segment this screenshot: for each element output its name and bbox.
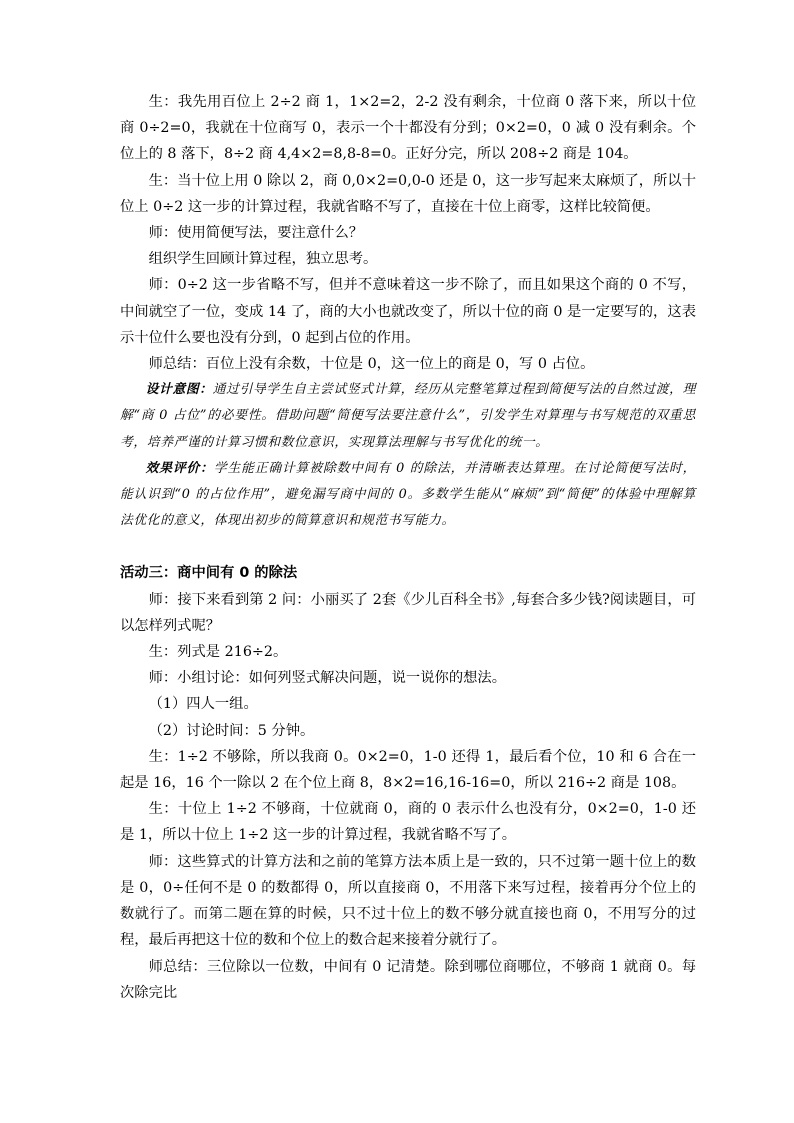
paragraph-student-solution-1: 生：1÷2 不够除，所以我商 0。0×2=0，1-0 还得 1，最后看个位，10 和 6 合在一起是 16，16 个一除以 2 在个位上商 8，8×2=16,16-16=0，所以 216÷2 商是 108。 xyxy=(120,748,696,792)
paragraph-student-explanation-1: 生：我先用百位上 2÷2 商 1，1×2=2，2-2 没有剩余，十位商 0 落下来，所以十位商 0÷2=0，我就在十位商写 0，表示一个十都没有分到；0×2=0，0 减 0 没有剩余。个位上的 8 落下，8÷2 商 4,4×2=8,8-8=0。正好分完，所以 208÷2 商是 104。 xyxy=(120,94,696,163)
section-heading: 活动三：商中间有 0 的除法 xyxy=(120,565,298,582)
paragraph-teacher-summary-1: 师总结：百位上没有余数，十位是 0，这一位上的商是 0，写 0 占位。 xyxy=(148,356,595,373)
paragraph-problem-question: 师：接下来看到第 2 问：小丽买了 2套《少儿百科全书》,每套合多少钱?阅读题目，可以怎样列式呢？ xyxy=(120,591,696,634)
paragraph-teacher-summary-2: 师总结：三位除以一位数，中间有 0 记清楚。除到哪位商哪位，不够商 1 就商 0。每次除完比 xyxy=(120,958,696,1001)
section-spacer xyxy=(120,534,696,560)
effect-evaluation-label: 效果评价： xyxy=(145,460,214,476)
design-intent-label: 设计意图： xyxy=(145,382,213,398)
design-intent-note xyxy=(120,377,696,456)
effect-evaluation-text: 学生能正确计算被除数中间有 0 的除法，并清晰表达算理。在讨论简便写法时，能认识到“0 的占位作用”，避免漏写商中间的 0。多数学生能从“麻烦”到“简便”的体验中理解算法优化的意义，体现出初步的简算意识和规范书写能力。 xyxy=(120,460,696,529)
paragraph-teacher-comparison: 师：这些算式的计算方法和之前的笔算方法本质上是一致的，只不过第一题十位上的数是 0，0÷任何不是 0 的数都得 0，所以直接商 0，不用落下来写过程，接着再分个位上的数就行了。而第二题在算的时候，只不过十位上的数不够分就直接也商 0，不用写分的过程，最后再把这十位的数和个位上的数合起来接着分就行了。 xyxy=(120,853,696,949)
paragraph-teacher-question: 师：使用简便写法，要注意什么？ xyxy=(148,225,364,242)
paragraph-student-explanation-2: 生：当十位上用 0 除以 2，商 0,0×2=0,0-0 还是 0，这一步写起来太麻烦了，所以十位上 0÷2 这一步的计算过程，我就省略不写了，直接在十位上商零，这样比较简便。 xyxy=(120,172,696,215)
paragraph-teacher-explanation: 师：0÷2 这一步省略不写，但并不意味着这一步不除了，而且如果这个商的 0 不写，中间就空了一位，变成 14 了，商的大小也就改变了，所以十位的商 0 是一定要写的，这表示十位什么要也没有分到，0 起到占位的作用。 xyxy=(120,277,696,346)
effect-evaluation-note xyxy=(120,456,696,535)
paragraph-student-solution-2: 生：十位上 1÷2 不够商，十位就商 0，商的 0 表示什么也没有分，0×2=0，1-0 还是 1，所以十位上 1÷2 这一步的计算过程，我就省略不写了。 xyxy=(120,801,696,844)
list-item-group-size: （1）四人一组。 xyxy=(148,696,258,713)
document-body xyxy=(120,89,696,1006)
paragraph-organize-review: 组织学生回顾计算过程，独立思考。 xyxy=(148,251,378,268)
paragraph-group-discussion: 师：小组讨论：如何列竖式解决问题，说一说你的想法。 xyxy=(148,670,507,687)
design-intent-text: 通过引导学生自主尝试竖式计算，经历从完整笔算过程到简便写法的自然过渡，理解“商 0 占位”的必要性。借助问题“简便写法要注意什么”，引发学生对算理与书写规范的双重思考，培养严谨的计算习惯和数位意识，实现算法理解与书写优化的统一。 xyxy=(120,382,696,450)
list-item-discussion-time: （2）讨论时间：5 分钟。 xyxy=(148,722,315,739)
paragraph-student-formula: 生：列式是 216÷2。 xyxy=(148,644,288,661)
